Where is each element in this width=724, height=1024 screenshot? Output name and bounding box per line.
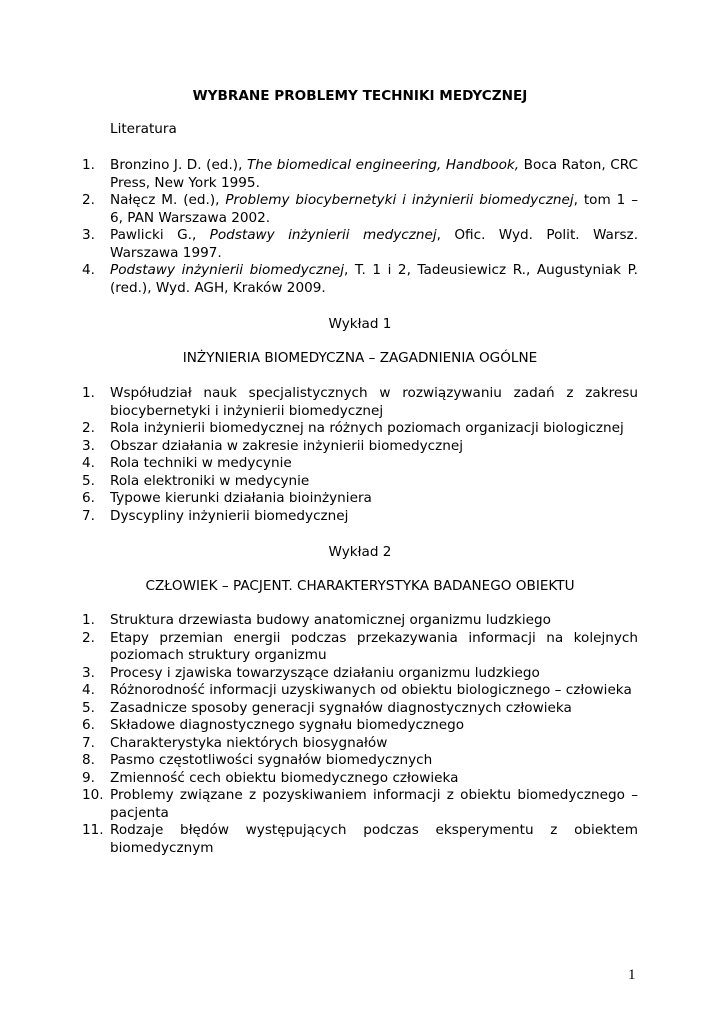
- list-item: 8. Pasmo częstotliwości sygnałów biomedycznych: [82, 752, 433, 768]
- list-item: 4. Rola techniki w medycynie: [82, 455, 292, 471]
- literature-item: 1. Bronzino J. D. (ed.), The biomedical engineering, Handbook, Boca Raton, CRC Press, New York 1995.: [82, 157, 638, 191]
- list-item: 6. Składowe diagnostycznego sygnału biomedycznego: [82, 717, 465, 733]
- page-number: 1: [628, 967, 636, 983]
- list-item: 11. Rodzaje błędów występujących podczas eksperymentu z obiektem biomedycznym: [82, 822, 638, 856]
- lecture2-title: CZŁOWIEK – PACJENT. CHARAKTERYSTYKA BADANEGO OBIEKTU: [145, 578, 575, 594]
- list-item: 9. Zmienność cech obiektu biomedycznego człowieka: [82, 769, 459, 786]
- list-item: 3. Procesy i zjawiska towarzyszące działaniu organizmu ludzkiego: [82, 664, 540, 681]
- lecture1-title: INŻYNIERIA BIOMEDYCZNA – ZAGADNIENIA OGÓLNE: [182, 350, 538, 366]
- literature-item: 2. Nałęcz M. (ed.), Problemy biocybernetyki i inżynierii biomedycznej, tom 1 – 6, PAN Warszawa 2002.: [82, 192, 638, 226]
- literature-item: 4. Podstawy inżynierii biomedycznej, T. 1 i 2, Tadeusiewicz R., Augustyniak P. (red.), Wyd. AGH, Kraków 2009.: [82, 262, 638, 296]
- list-item: 1. Współudział nauk specjalistycznych w rozwiązywaniu zadań z zakresu biocybernetyki i inżynierii biomedycznej: [82, 385, 638, 419]
- lecture2-topics: [82, 612, 638, 857]
- lecture2-label: Wykład 2: [328, 544, 392, 560]
- literature-heading: Literatura: [110, 121, 177, 137]
- list-item: 4. Różnorodność informacji uzyskiwanych od obiektu biologicznego – człowieka: [82, 682, 632, 698]
- list-item: 10. Problemy związane z pozyskiwaniem informacji z obiektu biomedycznego – pacjenta: [82, 787, 638, 821]
- literature-item: 3. Pawlicki G., Podstawy inżynierii medycznej, Ofic. Wyd. Polit. Warsz. Warszawa 1997.: [82, 227, 639, 261]
- list-item: 2. Rola inżynierii biomedycznej na różnych poziomach organizacji biologicznej: [82, 420, 624, 436]
- literature-list: [82, 157, 638, 297]
- list-item: 7. Charakterystyka niektórych biosygnałów: [82, 734, 388, 751]
- list-item: 5. Rola elektroniki w medycynie: [82, 472, 310, 489]
- lecture1-label: Wykład 1: [328, 316, 392, 332]
- list-item: 5. Zasadnicze sposoby generacji sygnałów diagnostycznych człowieka: [82, 699, 572, 716]
- list-item: 2. Etapy przemian energii podczas przekazywania informacji na kolejnych poziomach struktury organizmu: [82, 629, 638, 663]
- document-title: WYBRANE PROBLEMY TECHNIKI MEDYCZNEJ: [192, 88, 528, 104]
- lecture1-topics: [82, 385, 638, 525]
- list-item: 6. Typowe kierunki działania bioinżyniera: [82, 490, 372, 506]
- list-item: 1. Struktura drzewiasta budowy anatomicznej organizmu ludzkiego: [82, 612, 551, 628]
- list-item: 3. Obszar działania w zakresie inżynierii biomedycznej: [82, 437, 464, 454]
- list-item: 7. Dyscypliny inżynierii biomedycznej: [82, 507, 349, 524]
